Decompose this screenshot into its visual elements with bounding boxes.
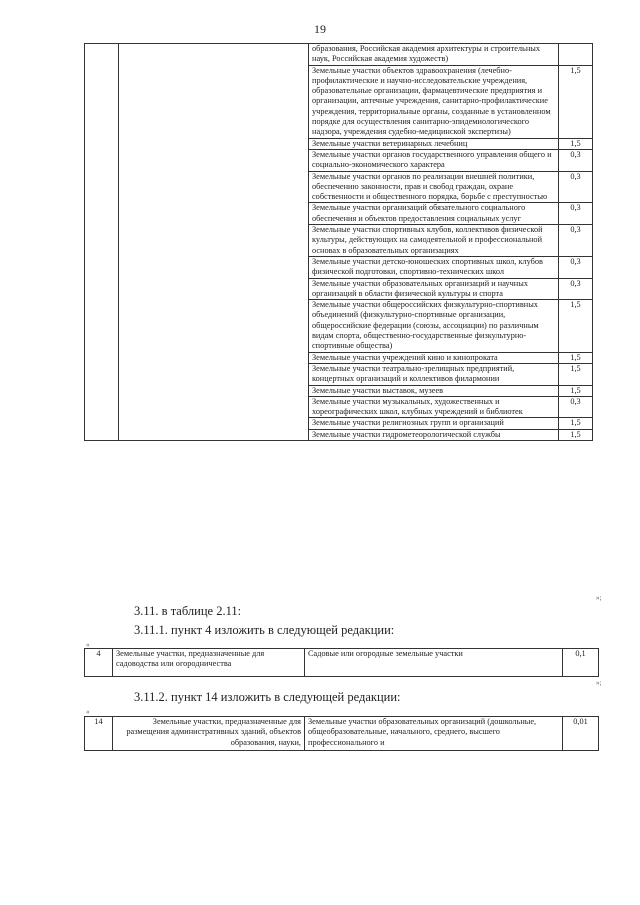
coefficient: 0,3 [559,203,593,225]
table-row [85,717,599,751]
land-category: Земельные участки, предназначенные для садоводства или огородничества [113,649,305,677]
land-description: Земельные участки ветеринарных лечебниц [309,138,559,149]
row-number: 4 [85,649,113,677]
coefficient: 0,01 [563,717,599,751]
table-row [85,649,599,677]
opening-quote-mark: « [86,708,90,716]
closing-quote-mark: »; [596,594,602,602]
coefficient [559,44,593,66]
section-heading-3-11: 3.11. в таблице 2.11: [134,604,242,618]
coefficient: 1,5 [559,300,593,352]
coefficient: 1,5 [559,429,593,440]
coefficient: 1,5 [559,385,593,396]
coefficient: 0,1 [563,649,599,677]
coefficient: 0,3 [559,149,593,171]
coefficient: 1,5 [559,352,593,363]
row-number: 14 [85,717,113,751]
land-description: образования, Российская академия архитектуры и строительных наук, Российская академия художеств) [309,44,559,66]
closing-quote-mark: »; [596,679,602,687]
coefficient: 0,3 [559,278,593,300]
land-description: Земельные участки спортивных клубов, коллективов физической культуры, действующих на самодеятельной и профессиональной основах в образовательных организациях [309,225,559,257]
coefficient: 0,3 [559,396,593,418]
land-description: Земельные участки образовательных организаций (дошкольные, общеобразовательные, начального, среднего, высшего профессионального и [305,717,563,751]
land-description: Земельные участки учреждений кино и кинопроката [309,352,559,363]
table-2-11-row-14 [84,716,599,751]
land-description: Земельные участки объектов здравоохранения (лечебно-профилактические и научно-исследовательские учреждения, образовательные организации, фармацевтические предприятия и организации, аптечные учреждения, санитарно-профилактические учреждения, территориальные органы, созданные в установленном порядке для осуществления санитарно-эпидемиологического надзора, учреждения судебно-медицинской экспертизы) [309,65,559,138]
land-category-cell [119,44,309,441]
page-number: 19 [314,22,326,36]
land-description: Садовые или огородные земельные участки [305,649,563,677]
land-description: Земельные участки детско-юношеских спортивных школ, клубов физической подготовки, спортивно-технических школ [309,256,559,278]
table-row [85,44,593,66]
land-description: Земельные участки театрально-зрелищных предприятий, концертных организаций и коллективов филармонии [309,363,559,385]
coefficient: 1,5 [559,363,593,385]
land-description: Земельные участки общероссийских физкультурно-спортивных объединений (физкультурно-спортивные организации, общероссийские федерации (союзы, ассоциации) по различным видам спорта, общественно-государственные физкультурно-спортивные общества) [309,300,559,352]
land-description: Земельные участки гидрометеорологической службы [309,429,559,440]
coefficient: 0,3 [559,256,593,278]
land-description: Земельные участки органов государственного управления общего и социально-экономического характера [309,149,559,171]
land-description: Земельные участки организаций обязательного социального обеспечения и объектов предоставления социальных услуг [309,203,559,225]
land-description: Земельные участки музыкальных, художественных и хореографических школ, клубных учреждений и библиотек [309,396,559,418]
coefficient: 1,5 [559,418,593,429]
land-category: Земельные участки, предназначенные для размещения административных зданий, объектов образования, науки, [113,717,305,751]
table-2-11-row-4 [84,648,599,677]
opening-quote-mark: « [86,641,90,649]
coefficient: 0,3 [559,171,593,203]
section-heading-3-11-2: 3.11.2. пункт 14 изложить в следующей редакции: [134,690,401,704]
land-description: Земельные участки образовательных организаций и научных организаций в области физической культуры и спорта [309,278,559,300]
land-description: Земельные участки религиозных групп и организаций [309,418,559,429]
section-heading-3-11-1: 3.11.1. пункт 4 изложить в следующей редакции: [134,623,395,637]
land-description: Земельные участки выставок, музеев [309,385,559,396]
land-use-table [84,43,593,441]
row-number-cell [85,44,119,441]
land-description: Земельные участки органов по реализации внешней политики, обеспечению законности, прав и свобод граждан, охране собственности и общественного порядка, борьбе с преступностью [309,171,559,203]
coefficient: 0,3 [559,225,593,257]
coefficient: 1,5 [559,138,593,149]
coefficient: 1,5 [559,65,593,138]
